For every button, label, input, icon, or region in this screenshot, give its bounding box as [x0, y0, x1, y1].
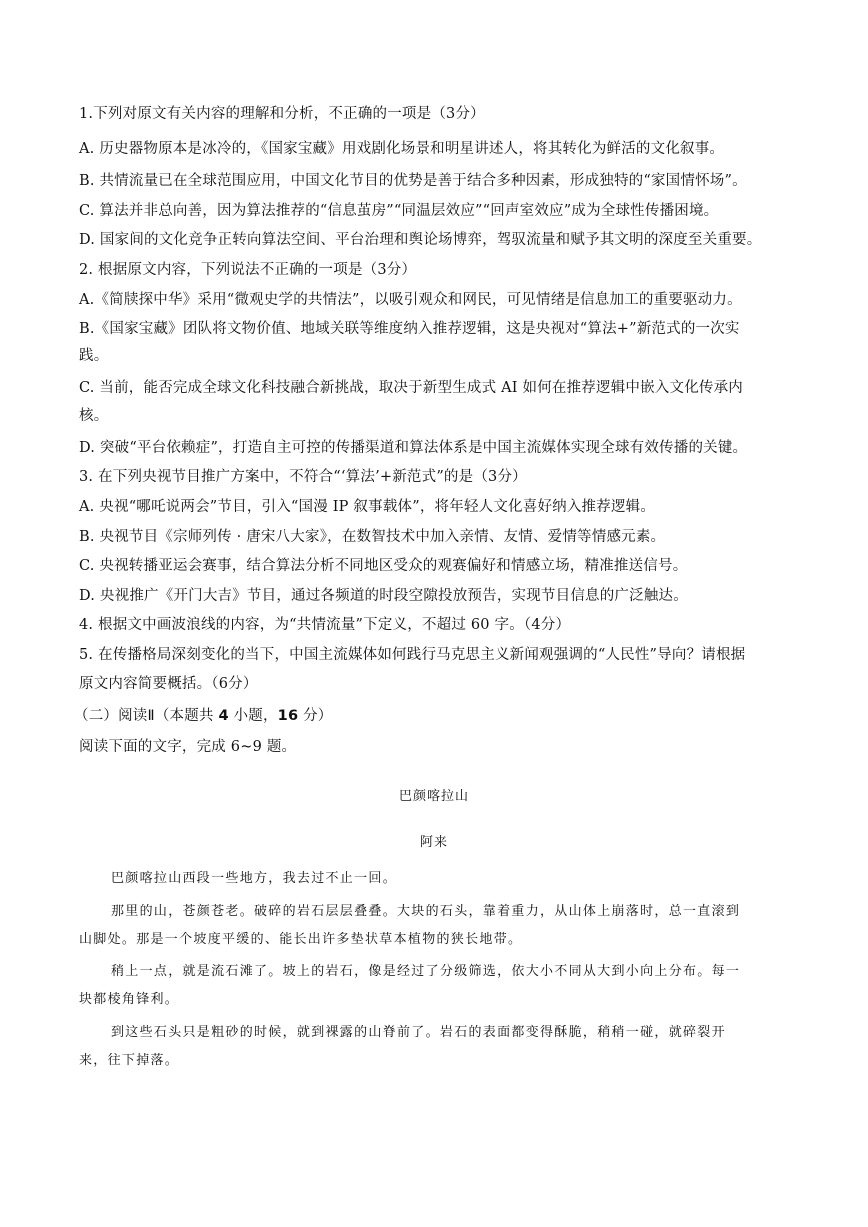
- q5-stem-line1: 5. 在传播格局深刻变化的当下，中国主流媒体如何践行马克思主义新闻观强调的“人民性”导向？请根据: [79, 647, 746, 663]
- q5-stem-line2: 原文内容简要概括。（6分）: [79, 676, 258, 692]
- q3-option-c: C. 央视转播亚运会赛事，结合算法分析不同地区受众的观赛偏好和情感立场，精准推送信号。: [79, 558, 688, 574]
- essay-paragraph-4-line2: 来，往下掉落。: [79, 1053, 180, 1068]
- section-heading-mid: 小题，: [228, 708, 278, 724]
- essay-title: 巴颜喀拉山: [398, 789, 469, 804]
- essay-paragraph-1: 巴颜喀拉山西段一些地方，我去过不止一回。: [111, 871, 398, 886]
- q4-stem: 4. 根据文中画波浪线的内容，为“共情流量”下定义，不超过 60 字。（4分）: [79, 617, 571, 633]
- essay-paragraph-2-line2: 山脚处。那是一个坡度平缓的、能长出许多垫状草本植物的狭长地带。: [79, 932, 523, 947]
- q2-option-b-line2: 践。: [79, 348, 109, 364]
- q3-option-b: B. 央视节目《宗师列传 · 唐宋八大家》，在数智技术中加入亲情、友情、爱情等情感元素。: [79, 529, 666, 545]
- q3-option-a: A. 央视“哪吒说两会”节目，引入“国漫 IP 叙事载体”，将年轻人文化喜好纳入推荐逻辑。: [79, 499, 656, 515]
- q2-option-c-line1: C. 当前，能否完成全球文化科技融合新挑战，取决于新型生成式 AI 如何在推荐逻辑中嵌入文化传承内: [79, 380, 744, 396]
- q1-stem: 1.下列对原文有关内容的理解和分析，不正确的一项是（3分）: [79, 106, 485, 122]
- q2-option-b-line1: B.《国家宝藏》团队将文物价值、地域关联等维度纳入推荐逻辑，这是央视对“算法+”新范式的一次实: [79, 321, 740, 337]
- q3-stem: 3. 在下列央视节目推广方案中，不符合“‘算法’+新范式”的是（3分）: [79, 469, 527, 485]
- section-instruction: 阅读下面的文字，完成 6~9 题。: [79, 739, 297, 755]
- q1-option-a: A. 历史器物原本是冰冷的，《国家宝藏》用戏剧化场景和明星讲述人，将其转化为鲜活的文化叙事。: [79, 141, 725, 157]
- q2-option-c-line2: 核。: [79, 408, 109, 424]
- essay-paragraph-3-line1: 稍上一点，就是流石滩了。坡上的岩石，像是经过了分级筛选，依大小不同从大到小向上分布。每一: [111, 964, 741, 979]
- section-question-count: 4: [218, 708, 229, 724]
- essay-paragraph-4-line1: 到这些石头只是粗砂的时候，就到裸露的山脊前了。岩石的表面都变得酥脆，稍稍一碰，就碎裂开: [111, 1025, 726, 1040]
- q1-option-d: D. 国家间的文化竞争正转向算法空间、平台治理和舆论场博弈，驾驭流量和赋予其文明的深度至关重要。: [79, 232, 762, 248]
- essay-author: 阿来: [419, 835, 448, 850]
- essay-paragraph-2-line1: 那里的山，苍颜苍老。破碎的岩石层层叠叠。大块的石头，靠着重力，从山体上崩落时，总一直滚到: [111, 904, 741, 919]
- q1-option-b: B. 共情流量已在全球范围应用，中国文化节目的优势是善于结合多种因素，形成独特的“家国情怀场”。: [79, 173, 747, 189]
- q3-option-d: D. 央视推广《开门大吉》节目，通过各频道的时段空隙投放预告，实现节目信息的广泛触达。: [79, 588, 688, 604]
- essay-paragraph-3-line2: 块都棱角锋利。: [79, 992, 180, 1007]
- q2-option-d: D. 突破“平台依赖症”，打造自主可控的传播渠道和算法体系是中国主流媒体实现全球有效传播的关键。: [79, 440, 748, 456]
- section-score: 16: [277, 708, 299, 724]
- q1-option-c: C. 算法并非总向善，因为算法推荐的“信息茧房”“同温层效应”“回声室效应”成为全球性传播困境。: [79, 203, 719, 219]
- q2-stem: 2. 根据原文内容，下列说法不正确的一项是（3分）: [79, 262, 417, 278]
- section-heading: [74, 706, 808, 726]
- section-heading-prefix: （二）阅读Ⅱ（本题共: [74, 708, 219, 724]
- section-heading-suffix: 分）: [298, 708, 333, 724]
- q2-option-a: A.《简牍探中华》采用“微观史学的共情法”，以吸引观众和网民，可见情绪是信息加工的重要驱动力。: [79, 292, 742, 308]
